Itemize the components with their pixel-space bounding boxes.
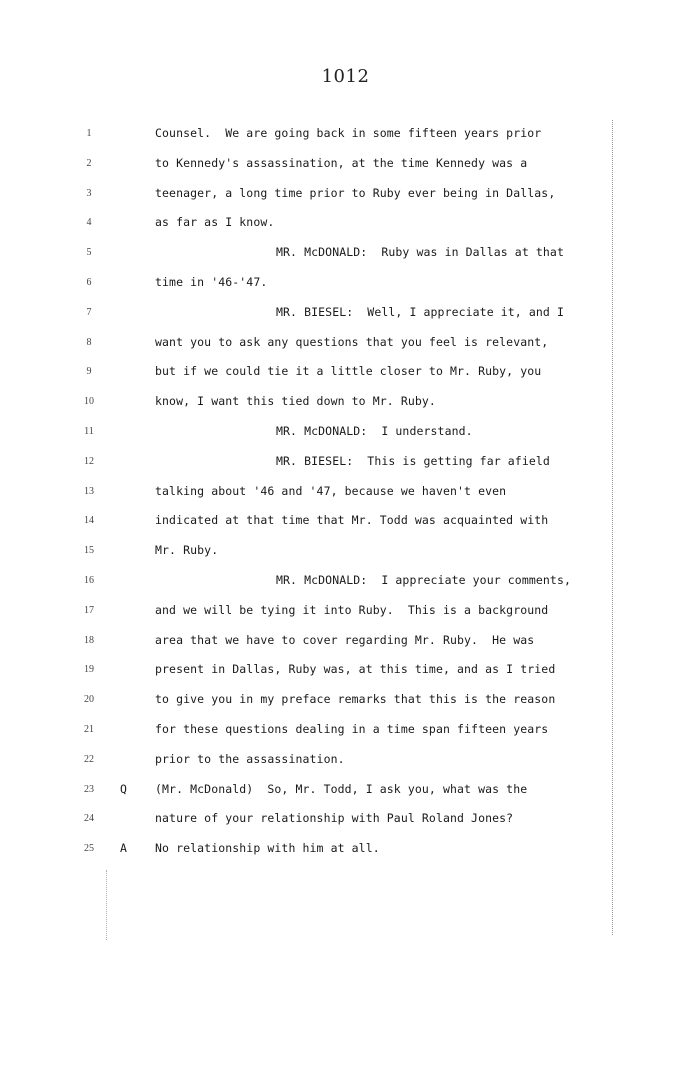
line-number: 20 xyxy=(84,694,94,705)
speaker-label: A xyxy=(120,841,127,855)
line-number: 5 xyxy=(86,247,92,258)
line-text: talking about '46 and '47, because we haven't even xyxy=(155,484,507,498)
transcript-line xyxy=(0,243,691,265)
line-number: 10 xyxy=(84,396,94,407)
line-number: 13 xyxy=(84,486,94,497)
line-text: MR. BIESEL: This is getting far afield xyxy=(276,454,550,468)
line-text: MR. McDONALD: I appreciate your comments, xyxy=(276,573,571,587)
page-number: 1012 xyxy=(321,66,370,87)
line-number: 11 xyxy=(84,426,94,437)
left-margin-rule xyxy=(106,870,107,940)
line-text: teenager, a long time prior to Ruby ever being in Dallas, xyxy=(155,186,556,200)
line-text: MR. BIESEL: Well, I appreciate it, and I xyxy=(276,305,564,319)
line-text: to Kennedy's assassination, at the time Kennedy was a xyxy=(155,156,528,170)
transcript-line xyxy=(0,571,691,593)
line-number: 8 xyxy=(86,337,92,348)
line-number: 18 xyxy=(84,635,94,646)
line-text: No relationship with him at all. xyxy=(155,841,380,855)
line-number: 4 xyxy=(86,217,92,228)
line-text: (Mr. McDonald) So, Mr. Todd, I ask you, what was the xyxy=(155,782,528,796)
line-number: 2 xyxy=(86,158,92,169)
line-text: nature of your relationship with Paul Roland Jones? xyxy=(155,811,514,825)
line-text: present in Dallas, Ruby was, at this time, and as I tried xyxy=(155,662,556,676)
line-number: 12 xyxy=(84,456,94,467)
line-text: Counsel. We are going back in some fifteen years prior xyxy=(155,126,542,140)
transcript-line xyxy=(0,184,691,206)
transcript-line xyxy=(0,690,691,712)
transcript-line xyxy=(0,601,691,623)
transcript-line xyxy=(0,541,691,563)
transcript-line xyxy=(0,422,691,444)
transcript-line xyxy=(0,124,691,146)
line-text: prior to the assassination. xyxy=(155,752,345,766)
line-number: 16 xyxy=(84,575,94,586)
line-number: 22 xyxy=(84,754,94,765)
line-number: 19 xyxy=(84,664,94,675)
line-number: 3 xyxy=(86,188,92,199)
transcript-line xyxy=(0,631,691,653)
line-text: indicated at that time that Mr. Todd was acquainted with xyxy=(155,513,549,527)
transcript-line xyxy=(0,511,691,533)
line-number: 15 xyxy=(84,545,94,556)
transcript-line xyxy=(0,273,691,295)
line-number: 1 xyxy=(86,128,92,139)
transcript-line xyxy=(0,362,691,384)
line-text: area that we have to cover regarding Mr. Ruby. He was xyxy=(155,633,535,647)
transcript-line xyxy=(0,333,691,355)
transcript-line xyxy=(0,303,691,325)
line-number: 21 xyxy=(84,724,94,735)
line-text: MR. McDONALD: Ruby was in Dallas at that xyxy=(276,245,564,259)
transcript-line xyxy=(0,720,691,742)
line-text: as far as I know. xyxy=(155,215,275,229)
line-text: and we will be tying it into Ruby. This is a background xyxy=(155,603,549,617)
transcript-line xyxy=(0,392,691,414)
transcript-line xyxy=(0,750,691,772)
transcript-line xyxy=(0,482,691,504)
transcript-line xyxy=(0,809,691,831)
line-text: but if we could tie it a little closer to Mr. Ruby, you xyxy=(155,364,542,378)
transcript-line xyxy=(0,780,691,802)
line-text: know, I want this tied down to Mr. Ruby. xyxy=(155,394,436,408)
transcript-line xyxy=(0,154,691,176)
line-number: 9 xyxy=(86,366,92,377)
line-text: want you to ask any questions that you feel is relevant, xyxy=(155,335,549,349)
line-number: 17 xyxy=(84,605,94,616)
speaker-label: Q xyxy=(120,782,127,796)
line-number: 14 xyxy=(84,515,94,526)
line-number: 23 xyxy=(84,784,94,795)
line-text: MR. McDONALD: I understand. xyxy=(276,424,473,438)
transcript-line xyxy=(0,660,691,682)
line-text: for these questions dealing in a time span fifteen years xyxy=(155,722,549,736)
line-number: 6 xyxy=(86,277,92,288)
line-text: Mr. Ruby. xyxy=(155,543,219,557)
line-text: time in '46-'47. xyxy=(155,275,268,289)
line-number: 7 xyxy=(86,307,92,318)
line-text: to give you in my preface remarks that this is the reason xyxy=(155,692,556,706)
transcript-line xyxy=(0,213,691,235)
transcript-line xyxy=(0,839,691,861)
line-number: 25 xyxy=(84,843,94,854)
transcript-line xyxy=(0,452,691,474)
line-number: 24 xyxy=(84,813,94,824)
